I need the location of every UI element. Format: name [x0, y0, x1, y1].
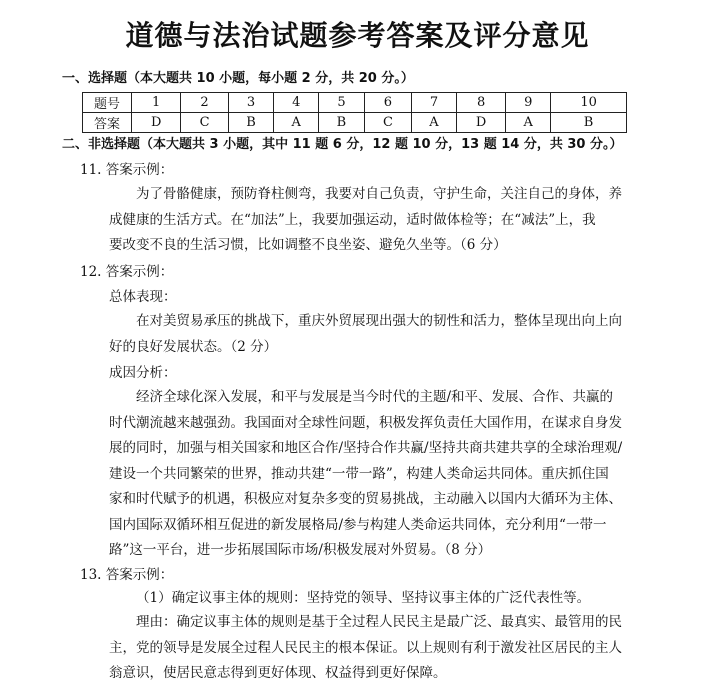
- text-line: 在对美贸易承压的挑战下，重庆外贸展现出强大的韧性和活力，整体呈现出向上向: [136, 313, 622, 329]
- q12-overall-body: [109, 309, 622, 360]
- table-cell: 8: [456, 93, 505, 113]
- q12-subheading-cause: 成因分析：: [109, 365, 177, 381]
- table-row-numbers: [83, 93, 627, 113]
- answer-table: [82, 92, 627, 133]
- table-cell: 7: [412, 93, 457, 113]
- table-cell: 5: [319, 93, 365, 113]
- table-cell: C: [364, 113, 411, 133]
- text-line: 经济全球化深入发展，和平与发展是当今时代的主题/和平、发展、合作、共赢的: [136, 389, 614, 405]
- text-line: 理由：确定议事主体的规则是基于全过程人民民主是最广泛、最真实、最管用的民: [136, 614, 622, 630]
- table-cell: B: [551, 113, 627, 133]
- table-cell: B: [319, 113, 365, 133]
- text-line: 家和时代赋予的机遇，积极应对复杂多变的贸易挑战，主动融入以国内大循环为主体、: [109, 491, 622, 507]
- q11-label: 11. 答案示例：: [80, 162, 174, 178]
- text-line: 成健康的生活方式。在“加法”上，我要加强运动，适时做体检等；在“减法”上，我: [109, 211, 596, 228]
- table-row-answers: [83, 113, 627, 133]
- table-cell: B: [228, 113, 274, 133]
- q13-label: 13. 答案示例：: [80, 567, 174, 583]
- table-cell: A: [274, 113, 319, 133]
- text-line: 国内国际双循环相互促进的新发展格局/参与构建人类命运共同体，充分利用“一带一: [109, 516, 607, 533]
- text-line: 时代潮流越来越强劲。我国面对全球性问题，积极发挥负责任大国作用，在谋求自身发: [109, 414, 622, 431]
- q13-item1: （1）确定议事主体的规则：坚持党的领导、坚持议事主体的广泛代表性等。: [136, 590, 591, 606]
- q13-reason-body: [109, 610, 622, 687]
- table-cell: 9: [506, 93, 551, 113]
- q12-subheading-overall: 总体表现：: [109, 289, 177, 305]
- table-cell: A: [412, 113, 457, 133]
- table-cell: D: [456, 113, 505, 133]
- text-line: 路”这一平台，进一步拓展国际市场/积极发展对外贸易。（8 分）: [109, 542, 492, 558]
- table-cell: 4: [274, 93, 319, 113]
- section1-heading: 一、选择题（本大题共 10 小题，每小题 2 分，共 20 分。）: [62, 71, 414, 86]
- text-line: 建设一个共同繁荣的世界，推动共建“一带一路”，构建人类命运共同体。重庆抓住国: [109, 465, 609, 482]
- table-cell: 3: [228, 93, 274, 113]
- table-cell: 6: [364, 93, 411, 113]
- page-title: 道德与法治试题参考答案及评分意见: [125, 19, 590, 52]
- table-cell: 2: [181, 93, 228, 113]
- text-line: 翁意识，使居民意志得到更好体现、权益得到更好保障。: [109, 665, 447, 681]
- text-line: 好的良好发展状态。（2 分）: [109, 338, 278, 355]
- table-cell: D: [132, 113, 181, 133]
- table-header-cell: 题号: [83, 93, 132, 113]
- text-line: 为了骨骼健康，预防脊柱侧弯，我要对自己负责，守护生命，关注自己的身体，养: [136, 186, 622, 202]
- table-cell: 10: [551, 93, 627, 113]
- q11-body: [109, 182, 622, 259]
- table-header-cell: 答案: [83, 113, 132, 133]
- table-cell: A: [506, 113, 551, 133]
- text-line: 展的同时，加强与相关国家和地区合作/坚持合作共赢/坚持共商共建共享的全球治理观/: [109, 440, 623, 456]
- table-cell: C: [181, 113, 228, 133]
- q12-label: 12. 答案示例：: [80, 264, 174, 280]
- text-line: 要改变不良的生活习惯，比如调整不良坐姿、避免久坐等。（6 分）: [109, 237, 507, 253]
- text-line: 主，党的领导是发展全过程人民民主的根本保证。以上规则有利于激发社区居民的主人: [109, 639, 622, 656]
- section2-heading: 二、非选择题（本大题共 3 小题，其中 11 题 6 分，12 题 10 分，13 题 14 分，共 30 分。）: [62, 137, 623, 152]
- q12-cause-body: [109, 385, 622, 564]
- table-cell: 1: [132, 93, 181, 113]
